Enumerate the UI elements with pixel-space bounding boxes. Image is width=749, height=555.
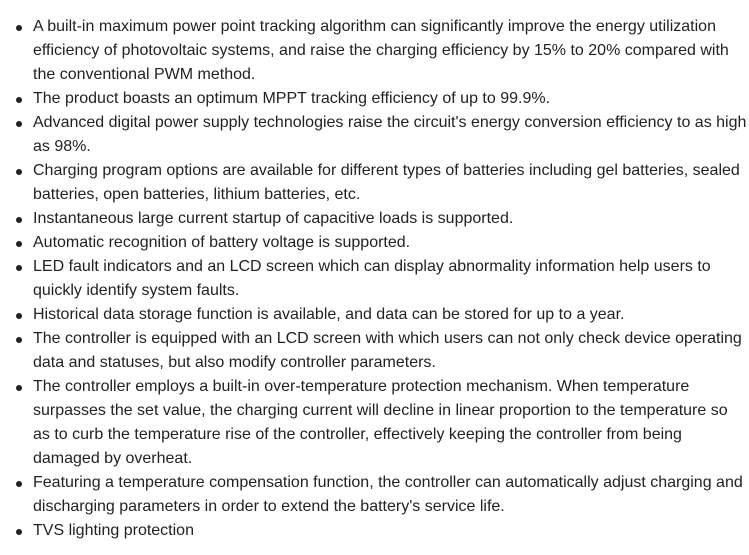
list-item bbox=[0, 327, 749, 375]
list-item-text: The controller employs a built-in over-temperature protection mechanism. When temperature surpasses the set value, the charging current will decline in linear proportion to the temperature so as to curb the temperature rise of the controller, effectively keeping the controller from being damaged by overheat. bbox=[33, 378, 728, 467]
list-item bbox=[0, 159, 749, 207]
bullet-icon bbox=[16, 337, 22, 343]
list-item bbox=[0, 15, 749, 87]
bullet-icon bbox=[16, 121, 22, 127]
bullet-icon bbox=[16, 169, 22, 175]
bullet-icon bbox=[16, 25, 22, 31]
list-item-text: A built-in maximum power point tracking algorithm can significantly improve the energy utilization efficiency of photovoltaic systems, and raise the charging efficiency by 15% to 20% compared with the conventional PWM method. bbox=[33, 18, 729, 83]
list-item bbox=[0, 303, 749, 327]
bullet-icon bbox=[16, 529, 22, 535]
list-item bbox=[0, 231, 749, 255]
list-item-text: Automatic recognition of battery voltage is supported. bbox=[33, 234, 411, 251]
list-item bbox=[0, 207, 749, 231]
list-item-text: Advanced digital power supply technologies raise the circuit's energy conversion efficiency to as high as 98%. bbox=[33, 114, 747, 155]
list-item bbox=[0, 255, 749, 303]
list-item-text: TVS lighting protection bbox=[33, 522, 194, 539]
list-item-text: Instantaneous large current startup of capacitive loads is supported. bbox=[33, 210, 514, 227]
bullet-icon bbox=[16, 481, 22, 487]
list-item-text: The product boasts an optimum MPPT tracking efficiency of up to 99.9%. bbox=[33, 90, 551, 107]
list-item bbox=[0, 87, 749, 111]
list-item-text: Historical data storage function is available, and data can be stored for up to a year. bbox=[33, 306, 625, 323]
feature-list bbox=[0, 15, 749, 543]
list-item-text: The controller is equipped with an LCD screen with which users can not only check device operating data and statuses, but also modify controller parameters. bbox=[33, 330, 742, 371]
bullet-icon bbox=[16, 241, 22, 247]
list-item bbox=[0, 519, 749, 543]
bullet-icon bbox=[16, 385, 22, 391]
bullet-icon bbox=[16, 97, 22, 103]
list-item bbox=[0, 111, 749, 159]
list-item-text: Featuring a temperature compensation function, the controller can automatically adjust charging and discharging parameters in order to extend the battery's service life. bbox=[33, 474, 743, 515]
bullet-icon bbox=[16, 313, 22, 319]
bullet-icon bbox=[16, 217, 22, 223]
bullet-icon bbox=[16, 265, 22, 271]
list-item-text: Charging program options are available for different types of batteries including gel batteries, sealed batteries, open batteries, lithium batteries, etc. bbox=[33, 162, 740, 203]
list-item-text: LED fault indicators and an LCD screen which can display abnormality information help users to quickly identify system faults. bbox=[33, 258, 711, 299]
list-item bbox=[0, 375, 749, 471]
list-item bbox=[0, 471, 749, 519]
